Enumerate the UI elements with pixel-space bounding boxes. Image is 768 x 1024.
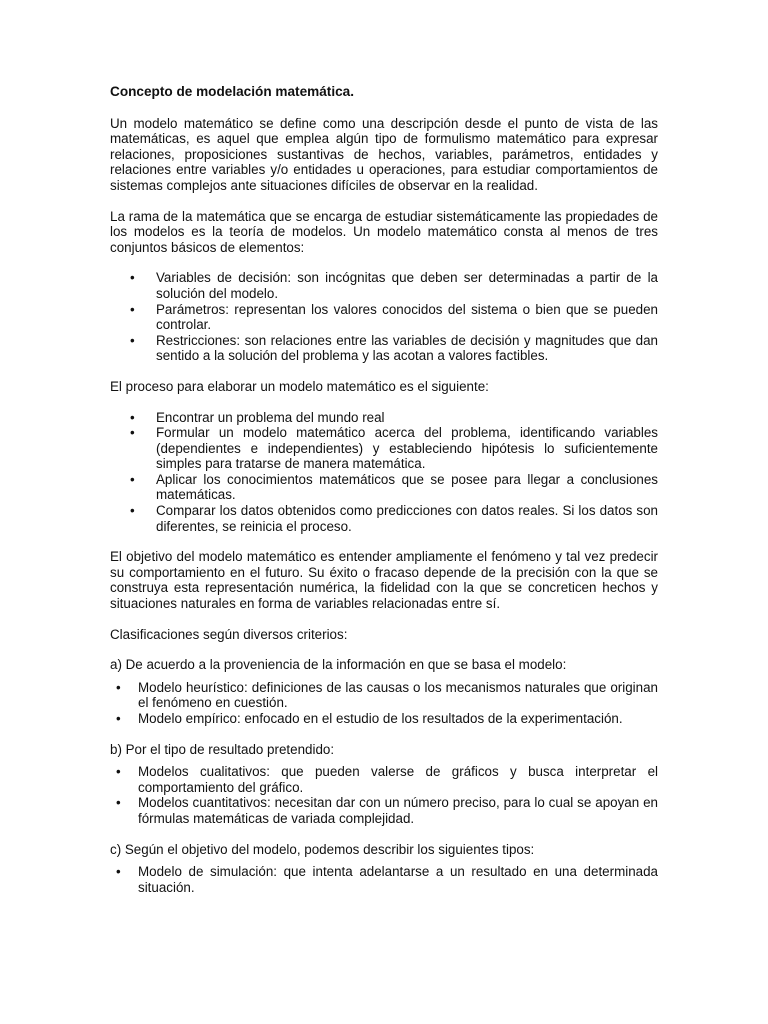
paragraph-process-intro: El proceso para elaborar un modelo matemático es el siguiente: xyxy=(110,378,489,394)
classification-heading-b: b) Por el tipo de resultado pretendido: xyxy=(110,741,335,757)
list-item: • Formular un modelo matemático acerca del problema, identificando variables (dependientes e independientes) y estableciendo hipótesis lo suficientemente simples para tratarse de manera matemática. xyxy=(110,425,658,472)
classification-heading-a: a) De acuerdo a la proveniencia de la información en que se basa el modelo: xyxy=(110,657,567,673)
classification-list-c xyxy=(110,864,658,895)
list-item: • Modelo empírico: enfocado en el estudio de los resultados de la experimentación. xyxy=(110,711,658,727)
process-list xyxy=(110,410,658,535)
list-item: • Parámetros: representan los valores conocidos del sistema o bien que se pueden controlar. xyxy=(110,302,658,333)
paragraph-model-theory: La rama de la matemática que se encarga de estudiar sistemáticamente las propiedades de los modelos es la teoría de modelos. Un modelo matemático consta al menos de tres conjuntos básicos de elementos: xyxy=(110,208,658,255)
elements-list xyxy=(110,270,658,364)
document-page xyxy=(110,84,658,910)
classification-list-b xyxy=(110,764,658,826)
document-title: Concepto de modelación matemática. xyxy=(110,84,354,99)
list-item: • Restricciones: son relaciones entre las variables de decisión y magnitudes que dan sentido a la solución del problema y las acotan a valores factibles. xyxy=(110,333,658,364)
list-item: • Modelos cuantitativos: necesitan dar con un número preciso, para lo cual se apoyan en fórmulas matemáticas de variada complejidad. xyxy=(110,795,658,826)
paragraph-classifications: Clasificaciones según diversos criterios: xyxy=(110,626,348,642)
list-item: • Modelos cualitativos: que pueden valerse de gráficos y busca interpretar el comportamiento del gráfico. xyxy=(110,764,658,795)
classification-heading-c: c) Según el objetivo del modelo, podemos describir los siguientes tipos: xyxy=(110,841,535,857)
list-item: • Modelo de simulación: que intenta adelantarse a un resultado en una determinada situación. xyxy=(110,864,658,895)
list-item: • Modelo heurístico: definiciones de las causas o los mecanismos naturales que originan el fenómeno en cuestión. xyxy=(110,680,658,711)
list-item: • Comparar los datos obtenidos como predicciones con datos reales. Si los datos son diferentes, se reinicia el proceso. xyxy=(110,503,658,534)
paragraph-definition: Un modelo matemático se define como una descripción desde el punto de vista de las matemáticas, es aquel que emplea algún tipo de formulismo matemático para expresar relaciones, proposiciones sustantivas de hechos, variables, parámetros, entidades y relaciones entre variables y/o entidades u operaciones, para estudiar comportamientos de sistemas complejos ante situaciones difíciles de observar en la realidad. xyxy=(110,115,658,193)
list-item: • Variables de decisión: son incógnitas que deben ser determinadas a partir de la solución del modelo. xyxy=(110,270,658,301)
list-item: • Aplicar los conocimientos matemáticos que se posee para llegar a conclusiones matemáticas. xyxy=(110,472,658,503)
classification-list-a xyxy=(110,680,658,727)
paragraph-objective: El objetivo del modelo matemático es entender ampliamente el fenómeno y tal vez predecir su comportamiento en el futuro. Su éxito o fracaso depende de la precisión con la que se construya esta representación numérica, la fidelidad con la que se concreticen hechos y situaciones naturales en forma de variables relacionadas entre sí. xyxy=(110,549,658,612)
list-item: • Encontrar un problema del mundo real xyxy=(110,410,658,426)
